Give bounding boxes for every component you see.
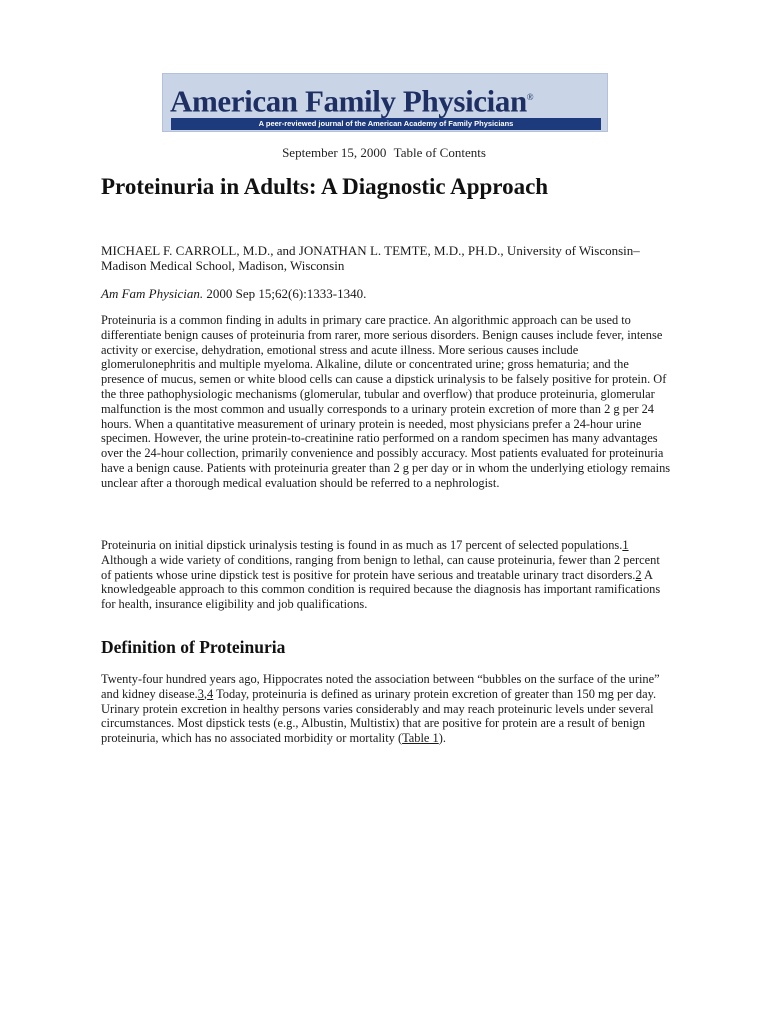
article-title: Proteinuria in Adults: A Diagnostic Approach: [101, 174, 549, 199]
author-line: MICHAEL F. CARROLL, M.D., and JONATHAN L. TEMTE, M.D., PH.D., University of Wisconsin–Madison Medical School, Madison, Wisconsin: [101, 243, 640, 273]
logo-tagline: A peer-reviewed journal of the American Academy of Family Physicians: [171, 118, 601, 130]
reference-link-1[interactable]: 1: [622, 538, 629, 552]
logo-title: American Family Physician®: [170, 83, 534, 119]
toc-link[interactable]: Table of Contents: [393, 145, 486, 160]
journal-logo: [162, 73, 608, 132]
reference-link-3[interactable]: 3: [197, 686, 204, 701]
citation: [101, 286, 671, 301]
section-heading: Definition of Proteinuria: [101, 637, 286, 657]
citation-journal: Am Fam Physician.: [101, 286, 204, 301]
issue-date: September 15, 2000: [282, 145, 387, 160]
abstract-paragraph: Proteinuria is a common finding in adults in primary care practice. An algorithmic approach can be used to differentiate benign causes of proteinuria from rarer, more serious disorders. Benign causes include fever, intense activity or exercise, dehydration, emotional stress and acute illness. More serious causes include glomerulonephritis and multiple myeloma. Alkaline, dilute or concentrated urine; gross hematuria; and the presence of mucus, semen or white blood cells can cause a dipstick urinalysis to be falsely positive for protein. Of the three pathophysiologic mechanisms (glomerular, tubular and overflow) that produce proteinuria, glomerular malfunction is the most common and usually corresponds to a urinary protein excretion of more than 2 g per 24 hours. When a quantitative measurement of urinary protein is needed, most physicians prefer a 24-hour urine specimen. However, the urine protein-to-creatinine ratio performed on a random specimen has many advantages over the 24-hour collection, primarily convenience and possibly accuracy. Most patients evaluated for proteinuria have a benign cause. Patients with proteinuria greater than 2 g per day or in whom the underlying etiology remains unclear after a thorough medical evaluation should be referred to a nephrologist.: [101, 313, 671, 490]
reference-link-4[interactable]: 4: [207, 686, 214, 701]
reference-link-2[interactable]: 2: [635, 567, 642, 582]
citation-details: 2000 Sep 15;62(6):1333-1340.: [203, 286, 367, 301]
issue-line: [0, 145, 768, 161]
definition-paragraph: Twenty-four hundred years ago, Hippocrates noted the association between “bubbles on the surface of the urine” and kidney disease.3,4 Today, proteinuria is defined as urinary protein excretion of greater than 150 mg per day. Urinary protein excretion in healthy persons varies considerably and may reach proteinuric levels under several circumstances. Most dipstick tests (e.g., Albustin, Multistix) that are positive for protein are a result of benign proteinuria, which has no associated morbidity or mortality (Table 1).: [101, 672, 660, 746]
table-1-link[interactable]: Table 1: [402, 731, 439, 746]
intro-paragraph: Proteinuria on initial dipstick urinalysis testing is found in as much as 17 percent of selected populations.1 Although a wide variety of conditions, ranging from benign to lethal, can cause proteinuria, fewer than 2 percent of patients whose urine dipstick test is positive for protein have serious and treatable urinary tract disorders.2 A knowledgeable approach to this common condition is required because the diagnosis has important ramifications for health, insurance eligibility and job qualifications.: [101, 538, 661, 612]
